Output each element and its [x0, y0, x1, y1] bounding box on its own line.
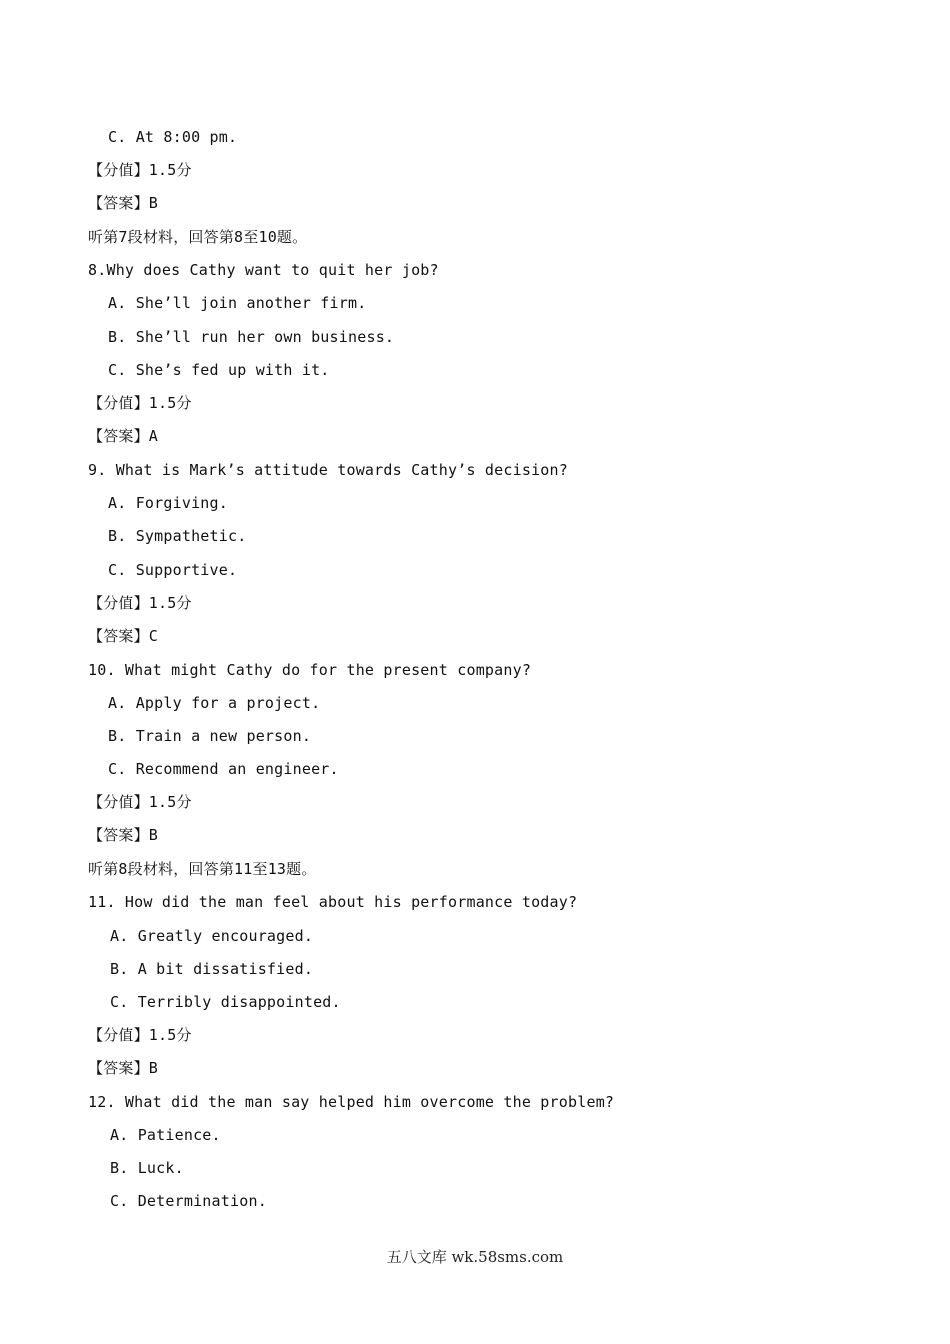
option-a: A. Apply for a project.: [108, 694, 321, 712]
option-b: B. A bit dissatisfied.: [110, 960, 314, 978]
section-instruction: 听第7段材料，回答第8至10题。: [88, 228, 308, 246]
option-b: B. Train a new person.: [108, 727, 312, 745]
score-label: 【分值】1.5分: [88, 161, 192, 179]
question-9: 9. What is Mark’s attitude towards Cathy’s decision?: [88, 461, 568, 479]
answer-label: 【答案】A: [88, 427, 159, 445]
option-c: C. Terribly disappointed.: [110, 993, 341, 1011]
option-c: C. Recommend an engineer.: [108, 760, 339, 778]
score-label: 【分值】1.5分: [88, 793, 192, 811]
option-a: A. Forgiving.: [108, 494, 228, 512]
option-b: B. She’ll run her own business.: [108, 328, 395, 346]
option-a: A. She’ll join another firm.: [108, 294, 367, 312]
question-12: 12. What did the man say helped him overcome the problem?: [88, 1093, 615, 1111]
answer-label: 【答案】B: [88, 826, 159, 844]
question-8: 8.Why does Cathy want to quit her job?: [88, 261, 439, 279]
answer-label: 【答案】B: [88, 1059, 159, 1077]
option-c: C. Supportive.: [108, 561, 238, 579]
option-c: C. She’s fed up with it.: [108, 361, 330, 379]
score-label: 【分值】1.5分: [88, 1026, 192, 1044]
option-a: A. Patience.: [110, 1126, 221, 1144]
score-label: 【分值】1.5分: [88, 394, 192, 412]
question-10: 10. What might Cathy do for the present company?: [88, 661, 532, 679]
answer-label: 【答案】B: [88, 194, 159, 212]
section-instruction: 听第8段材料，回答第11至13题。: [88, 860, 317, 878]
option-c: C. Determination.: [110, 1192, 267, 1210]
option-b: B. Luck.: [110, 1159, 184, 1177]
option-b: B. Sympathetic.: [108, 527, 247, 545]
option-c: C. At 8:00 pm.: [108, 128, 238, 146]
footer-watermark: 五八文库 wk.58sms.com: [386, 1248, 564, 1266]
score-label: 【分值】1.5分: [88, 594, 192, 612]
answer-label: 【答案】C: [88, 627, 159, 645]
question-11: 11. How did the man feel about his performance today?: [88, 893, 578, 911]
option-a: A. Greatly encouraged.: [110, 927, 314, 945]
